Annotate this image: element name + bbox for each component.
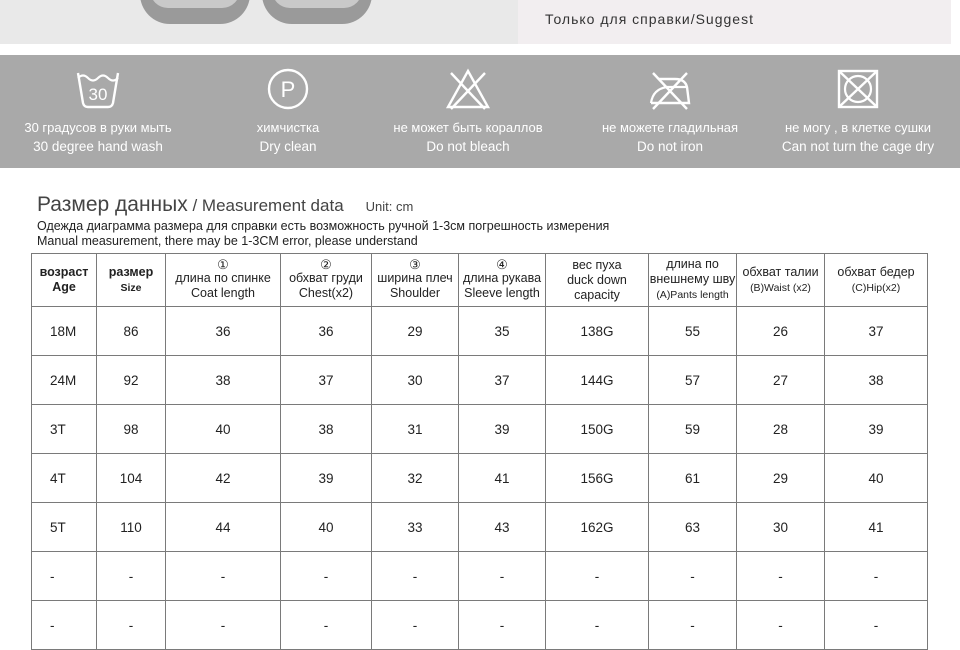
table-row <box>32 454 928 503</box>
table-header-row <box>32 254 928 307</box>
cell-pants-length: 63 <box>649 503 737 552</box>
cell-hip: - <box>825 601 928 650</box>
header-coat-length: ① длина по спинке Coat length <box>166 254 281 307</box>
care-label-en: Can not turn the cage dry <box>781 139 935 154</box>
header-hip: обхват бедер (C)Hip(x2) <box>825 254 928 307</box>
cell-waist: - <box>737 552 825 601</box>
header-chest: ② обхват груди Chest(x2) <box>281 254 372 307</box>
cell-waist: - <box>737 601 825 650</box>
cell-waist: 26 <box>737 307 825 356</box>
care-label-ru: химчистка <box>256 120 320 135</box>
cell-hip: 38 <box>825 356 928 405</box>
header-age: возраст Age <box>32 254 97 307</box>
cell-pants-length: 57 <box>649 356 737 405</box>
cell-age: - <box>32 552 97 601</box>
table-row <box>32 503 928 552</box>
cell-shoulder: 30 <box>372 356 459 405</box>
header-shoulder: ③ ширина плеч Shoulder <box>372 254 459 307</box>
table-row <box>32 601 928 650</box>
cell-size: 110 <box>97 503 166 552</box>
cell-down-capacity: - <box>546 552 649 601</box>
cell-down-capacity: 144G <box>546 356 649 405</box>
cell-chest: 40 <box>281 503 372 552</box>
cell-age: 3T <box>32 405 97 454</box>
table-row <box>32 552 928 601</box>
cell-hip: 41 <box>825 503 928 552</box>
cell-sleeve-length: - <box>459 601 546 650</box>
cell-hip: 39 <box>825 405 928 454</box>
cell-shoulder: 32 <box>372 454 459 503</box>
no-iron-icon <box>647 67 693 111</box>
care-item-dry-clean <box>192 55 384 168</box>
cell-down-capacity: 156G <box>546 454 649 503</box>
cell-waist: 28 <box>737 405 825 454</box>
cell-chest: 37 <box>281 356 372 405</box>
note-ru: Одежда диаграмма размера для справки есть возможность ручной 1-3см погрешность измерения <box>37 219 610 233</box>
table-row <box>32 356 928 405</box>
cell-pants-length: 61 <box>649 454 737 503</box>
cell-pants-length: - <box>649 601 737 650</box>
cell-shoulder: 33 <box>372 503 459 552</box>
table-row <box>32 307 928 356</box>
cell-shoulder: 29 <box>372 307 459 356</box>
care-item-no-tumble-dry <box>762 55 954 168</box>
cell-age: - <box>32 601 97 650</box>
cell-size: - <box>97 552 166 601</box>
cell-chest: 36 <box>281 307 372 356</box>
header-waist: обхват талии (B)Waist (x2) <box>737 254 825 307</box>
cell-hip: - <box>825 552 928 601</box>
no-tumble-dry-icon <box>835 67 881 111</box>
care-label-en: Do not bleach <box>426 139 510 154</box>
header-size: размер Size <box>97 254 166 307</box>
cell-down-capacity: 162G <box>546 503 649 552</box>
dry-clean-letter: P <box>280 77 296 102</box>
dry-clean-p-icon <box>265 67 311 111</box>
cell-waist: 29 <box>737 454 825 503</box>
cell-shoulder: - <box>372 552 459 601</box>
size-table <box>31 253 928 650</box>
cell-size: 86 <box>97 307 166 356</box>
cell-pants-length: 55 <box>649 307 737 356</box>
care-label-ru: не можете гладильная <box>601 120 739 135</box>
cell-pants-length: 59 <box>649 405 737 454</box>
title-ru: Размер данных <box>37 193 188 216</box>
cell-hip: 37 <box>825 307 928 356</box>
cell-sleeve-length: 37 <box>459 356 546 405</box>
product-photo <box>0 0 518 44</box>
cell-sleeve-length: 39 <box>459 405 546 454</box>
care-label-en: Do not iron <box>636 139 704 154</box>
cell-size: 104 <box>97 454 166 503</box>
care-item-no-bleach <box>372 55 564 168</box>
cell-age: 5T <box>32 503 97 552</box>
page-title <box>37 193 413 217</box>
note-en: Manual measurement, there may be 1-3CM error, please understand <box>37 234 418 248</box>
title-en: / Measurement data <box>187 196 344 215</box>
table-row <box>32 405 928 454</box>
shoe-image <box>262 0 372 24</box>
cell-coat-length: - <box>166 552 281 601</box>
cell-size: 92 <box>97 356 166 405</box>
header-down-capacity: вес пуха duck down capacity <box>546 254 649 307</box>
cell-size: 98 <box>97 405 166 454</box>
hand-wash-30-icon <box>75 67 121 111</box>
reference-note-panel <box>518 0 951 44</box>
cell-pants-length: - <box>649 552 737 601</box>
cell-shoulder: 31 <box>372 405 459 454</box>
cell-chest: - <box>281 601 372 650</box>
cell-coat-length: 38 <box>166 356 281 405</box>
cell-sleeve-length: 35 <box>459 307 546 356</box>
cell-down-capacity: 138G <box>546 307 649 356</box>
cell-down-capacity: - <box>546 601 649 650</box>
cell-sleeve-length: 43 <box>459 503 546 552</box>
cell-coat-length: 44 <box>166 503 281 552</box>
care-label-ru: не могу , в клетке сушки <box>784 120 931 135</box>
reference-note: Только для справки/Suggest <box>545 11 754 27</box>
cell-coat-length: - <box>166 601 281 650</box>
cell-shoulder: - <box>372 601 459 650</box>
cell-waist: 27 <box>737 356 825 405</box>
cell-age: 4T <box>32 454 97 503</box>
cell-size: - <box>97 601 166 650</box>
cell-age: 24M <box>32 356 97 405</box>
wash-temperature: 30 <box>88 85 108 104</box>
cell-chest: 38 <box>281 405 372 454</box>
header-pants-length: длина по внешнему шву (A)Pants length <box>649 254 737 307</box>
cell-coat-length: 42 <box>166 454 281 503</box>
cell-sleeve-length: 41 <box>459 454 546 503</box>
care-instructions-band <box>0 55 960 168</box>
cell-chest: 39 <box>281 454 372 503</box>
cell-age: 18M <box>32 307 97 356</box>
unit-label: Unit: cm <box>365 199 414 214</box>
cell-down-capacity: 150G <box>546 405 649 454</box>
cell-chest: - <box>281 552 372 601</box>
care-label-ru: не может быть кораллов <box>393 120 543 135</box>
cell-coat-length: 36 <box>166 307 281 356</box>
cell-waist: 30 <box>737 503 825 552</box>
cell-coat-length: 40 <box>166 405 281 454</box>
shoe-image <box>140 0 250 24</box>
care-label-ru: 30 градусов в руки мыть <box>24 120 172 135</box>
care-item-hand-wash <box>2 55 194 168</box>
care-label-en: Dry clean <box>259 139 317 154</box>
cell-hip: 40 <box>825 454 928 503</box>
care-item-no-iron <box>574 55 766 168</box>
header-sleeve-length: ④ длина рукава Sleeve length <box>459 254 546 307</box>
no-bleach-icon <box>445 67 491 111</box>
care-label-en: 30 degree hand wash <box>33 139 163 154</box>
cell-sleeve-length: - <box>459 552 546 601</box>
